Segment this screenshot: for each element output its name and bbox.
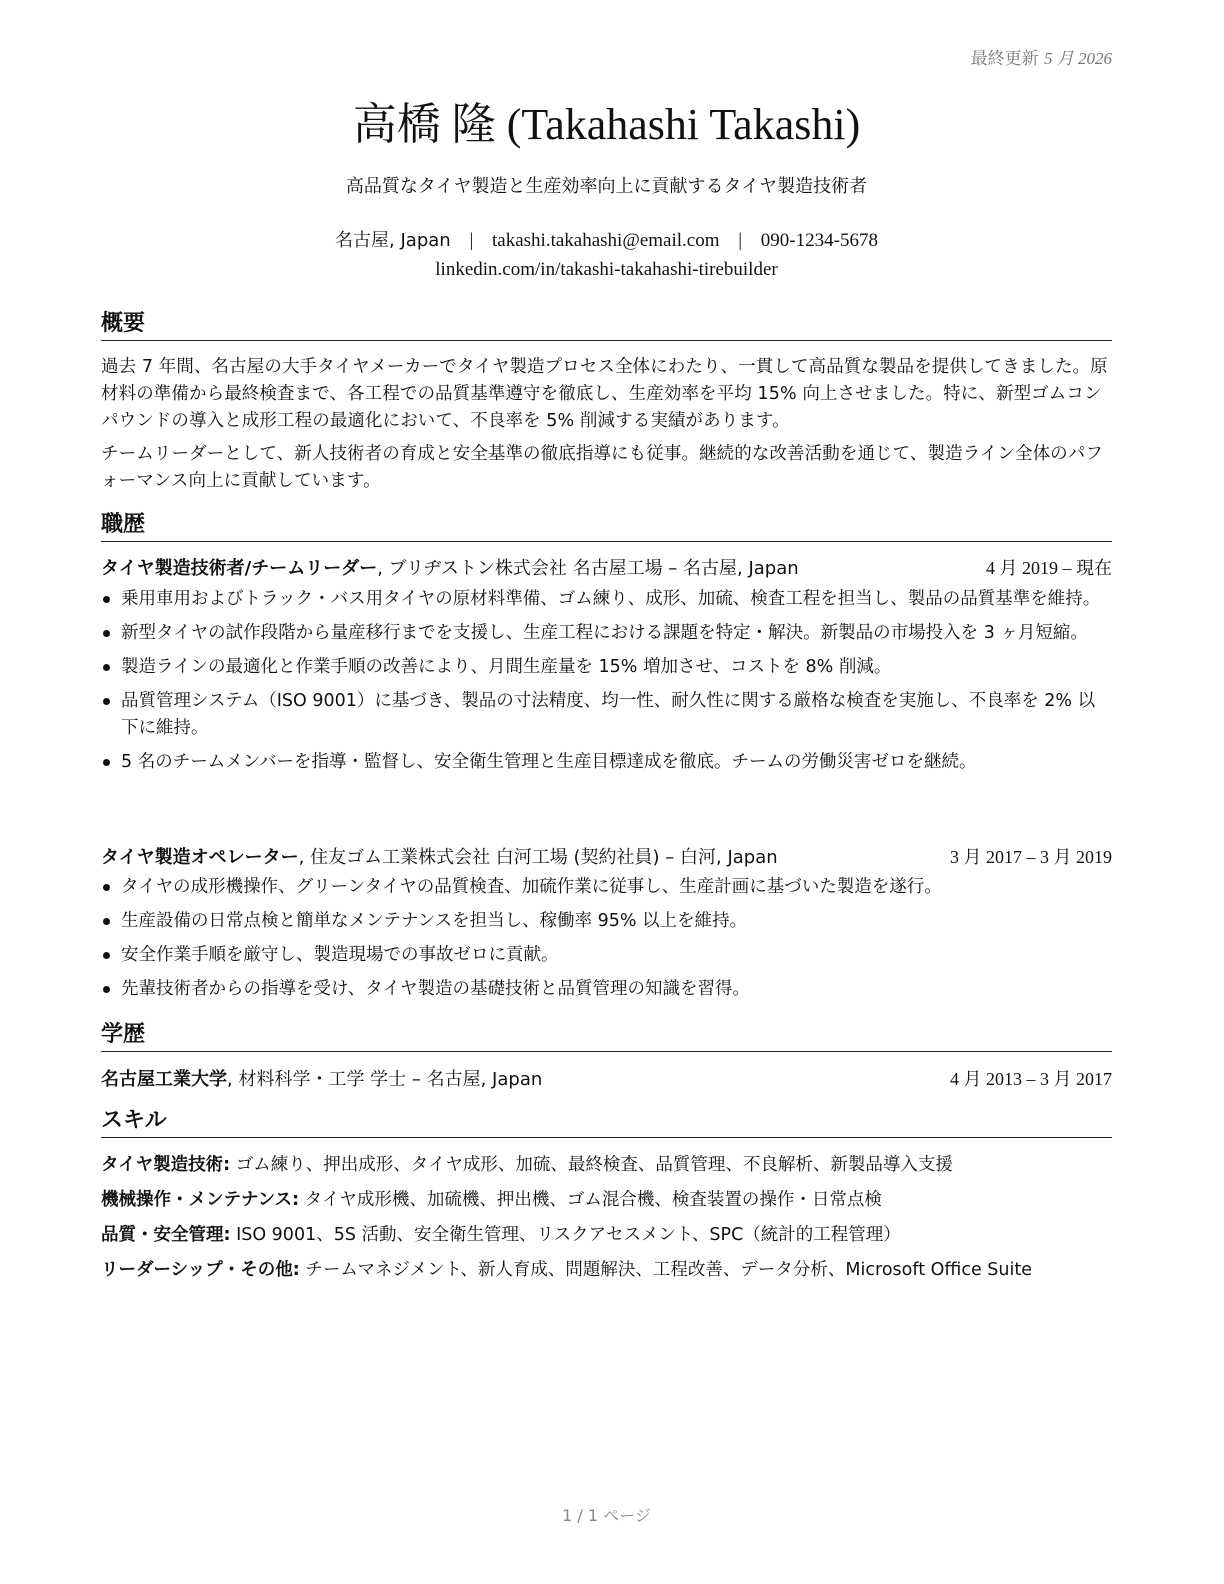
list-item [101,942,1112,969]
skill-label: タイヤ製造技術: [101,1155,231,1175]
education-dates: 4 月 2013 – 3 月 2017 [950,1069,1112,1089]
bullet-icon [103,698,110,705]
skill-value: ISO 9001、5S 活動、安全衛生管理、リスクアセスメント、SPC（統計的工程管理） [230,1225,901,1245]
education-entry [101,1066,1112,1093]
job-dates: 3 月 2017 – 3 月 2019 [950,847,1112,867]
bullet-text: 新型タイヤの試作段階から量産移行までを支援し、生産工程における課題を特定・解決。新製品の市場投入を 3 ヶ月短縮。 [121,623,1088,643]
list-item [101,749,1112,776]
bullet-text: 安全作業手順を厳守し、製造現場での事故ゼロに貢献。 [121,945,559,965]
job-header [101,844,1112,871]
job-bullets [101,586,1112,783]
list-item [101,976,1112,1003]
phone-number[interactable]: 090-1234-5678 [760,230,878,251]
job-company: , ブリヂストン株式会社 名古屋工場 – 名古屋, Japan [377,558,799,579]
bullet-icon [103,884,110,891]
job-title-line [101,555,799,582]
last-updated-date: 5 月 2026 [1044,49,1112,68]
list-item [101,586,1112,613]
skill-value: チームマネジメント、新人育成、問題解決、工程改善、データ分析、Microsoft Office Suite [299,1260,1032,1280]
list-item [101,908,1112,935]
degree-detail: , 材料科学・工学 学士 – 名古屋, Japan [227,1069,543,1090]
section-title-skills: スキル [101,1107,1112,1138]
contact-line [101,226,1112,252]
page-number: 1 / 1 ページ [562,1506,651,1525]
last-updated-prefix: 最終更新 [970,49,1039,69]
list-item [101,654,1112,681]
bullet-icon [103,596,110,603]
bullet-text: 生産設備の日常点検と簡単なメンテナンスを担当し、稼働率 95% 以上を維持。 [121,911,748,931]
bullet-text: 品質管理システム（ISO 9001）に基づき、製品の寸法精度、均一性、耐久性に関する厳格な検査を実施し、不良率を 2% 以下に維持。 [121,691,1096,738]
skill-line [101,1187,1112,1213]
skill-label: リーダーシップ・その他: [101,1260,300,1280]
bullet-icon [103,630,110,637]
contact-separator: | [738,230,743,251]
tagline: 高品質なタイヤ製造と生産効率向上に貢献するタイヤ製造技術者 [345,176,868,197]
job-bullets [101,874,1112,1010]
school-name: 名古屋工業大学 [101,1069,227,1090]
summary-paragraph: 過去 7 年間、名古屋の大手タイヤメーカーでタイヤ製造プロセス全体にわたり、一貫して高品質な製品を提供してきました。原材料の準備から最終検査まで、各工程での品質基準遵守を徹底し、生産効率を平均 15% 向上させました。特に、新型ゴムコンパウンドの導入と成形工程の最適化において、不良率を 5% 削減する実績があります。 [101,357,1108,431]
bullet-icon [103,664,110,671]
job-dates: 4 月 2019 – 現在 [986,558,1112,578]
location: 名古屋, Japan [335,230,451,251]
skill-value: タイヤ成形機、加硫機、押出機、ゴム混合機、検査装置の操作・日常点検 [299,1190,882,1210]
skill-line [101,1257,1112,1283]
contact-separator: | [469,230,474,251]
job-header [101,555,1112,582]
section-title-education: 学歴 [101,1021,1112,1052]
skill-line [101,1222,1112,1248]
linkedin-link[interactable]: linkedin.com/in/takashi-takahashi-tirebuilder [435,259,778,280]
bullet-text: 製造ラインの最適化と作業手順の改善により、月間生産量を 15% 増加させ、コストを 8% 削減。 [121,657,892,677]
section-title-summary: 概要 [101,310,1112,341]
email-link[interactable]: takashi.takahashi@email.com [492,230,720,251]
skill-label: 品質・安全管理: [101,1225,231,1245]
resume-page [101,0,1112,1584]
summary-paragraph: チームリーダーとして、新人技術者の育成と安全基準の徹底指導にも従事。継続的な改善活動を通じて、製造ライン全体のパフォーマンス向上に貢献しています。 [101,444,1103,491]
bullet-text: 乗用車用およびトラック・バス用タイヤの原材料準備、ゴム練り、成形、加硫、検査工程を担当し、製品の品質基準を維持。 [121,589,1101,609]
education-line [101,1066,542,1093]
job-company: , 住友ゴム工業株式会社 白河工場 (契約社員) – 白河, Japan [298,847,778,868]
list-item [101,688,1112,742]
job-title-line [101,844,778,871]
last-updated [971,44,1112,69]
bullet-icon [103,986,110,993]
bullet-text: 先輩技術者からの指導を受け、タイヤ製造の基礎技術と品質管理の知識を習得。 [121,979,750,999]
list-item [101,620,1112,647]
bullet-icon [103,759,110,766]
bullet-icon [103,918,110,925]
section-title-experience: 職歴 [101,511,1112,542]
job-role: タイヤ製造技術者/チームリーダー [101,558,378,579]
bullet-text: タイヤの成形機操作、グリーンタイヤの品質検査、加硫作業に従事し、生産計画に基づいた製造を遂行。 [121,877,942,897]
skill-line [101,1152,1112,1178]
job-role: タイヤ製造オペレーター [101,847,299,868]
skill-value: ゴム練り、押出成形、タイヤ成形、加硫、最終検査、品質管理、不良解析、新製品導入支援 [230,1155,953,1175]
candidate-name: 高橋 隆 (Takahashi Takashi) [352,100,861,149]
bullet-text: 5 名のチームメンバーを指導・監督し、安全衛生管理と生産目標達成を徹底。チームの労働災害ゼロを継続。 [121,752,977,772]
list-item [101,874,1112,901]
skill-label: 機械操作・メンテナンス: [101,1190,300,1210]
bullet-icon [103,952,110,959]
